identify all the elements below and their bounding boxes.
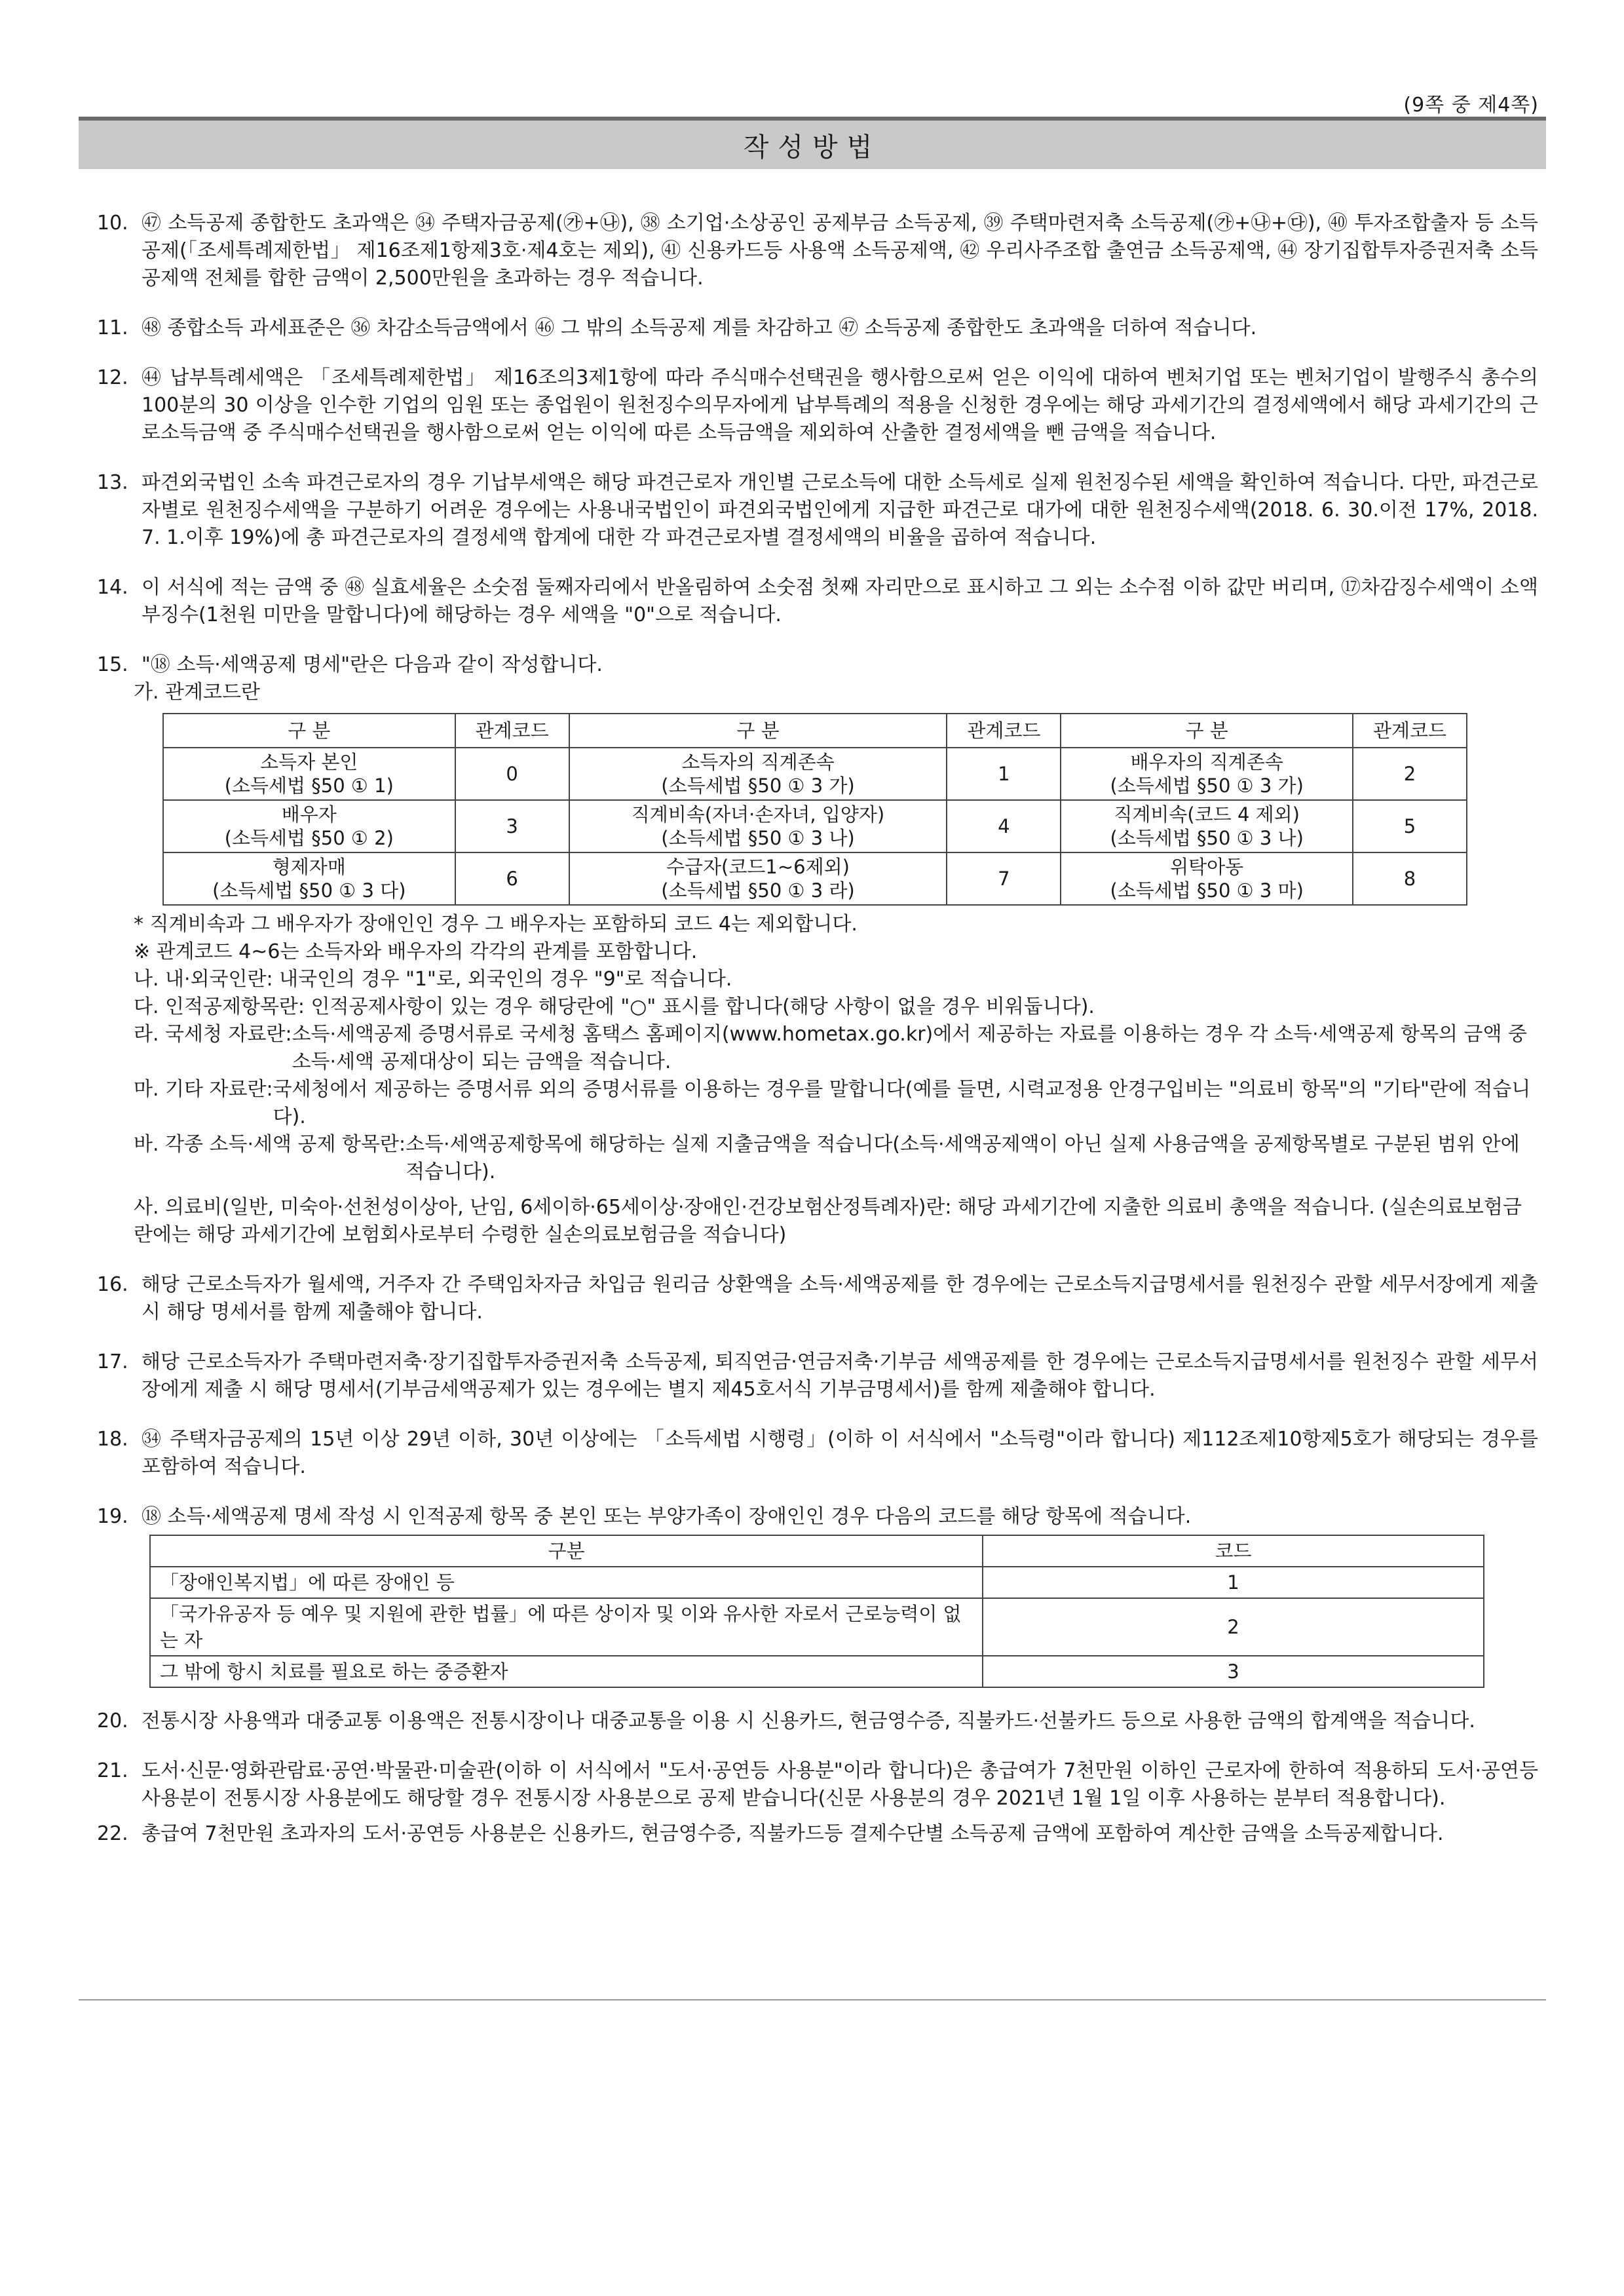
table-cell: 직계비속(자녀·손자녀, 입양자) (소득세법 §50 ① 3 나) — [569, 800, 947, 852]
code-cell: 1 — [947, 748, 1061, 800]
item-text: 해당 근로소득자가 월세액, 거주자 간 주택임차자금 차입금 원리금 상환액을 소득·세액공제를 한 경우에는 근로소득지급명세서를 원천징수 관할 세무서장에게 제출 시 해당 명세서를 함께 제출해야 합니다. — [142, 1273, 1538, 1324]
code-cell: 2 — [983, 1598, 1484, 1656]
instruction-22 — [97, 1820, 1538, 1848]
item-number: 10. — [97, 212, 128, 235]
header-cell: 구 분 — [163, 714, 455, 748]
table-cell: 수급자(코드1~6제외) (소득세법 §50 ① 3 라) — [569, 852, 947, 905]
page-title: 작성방법 — [79, 117, 1546, 169]
table-cell: 「장애인복지법」에 따른 장애인 등 — [150, 1567, 983, 1598]
header-cell: 관계코드 — [947, 714, 1061, 748]
item-number: 19. — [97, 1505, 128, 1528]
table-row — [150, 1567, 1484, 1598]
code-cell: 0 — [455, 748, 569, 800]
table-cell: 「국가유공자 등 예우 및 지원에 관한 법률」에 따른 상이자 및 이와 유사한 자로서 근로능력이 없는 자 — [150, 1598, 983, 1656]
table-row — [163, 800, 1467, 852]
item-text: 이 서식에 적는 금액 중 ㊽ 실효세율은 소숫점 둘째자리에서 반올림하여 소숫점 첫째 자리만으로 표시하고 그 외는 소수점 이하 값만 버리며, ⑰차감징수세액이 소액 부징수(1천원 미만을 말합니다)에 해당하는 경우 세액을 "0"으로 적습니다. — [142, 576, 1538, 626]
instruction-10 — [97, 210, 1538, 292]
item-number: 11. — [97, 316, 128, 339]
code-cell: 5 — [1353, 800, 1467, 852]
table-cell: 형제자매 (소득세법 §50 ① 3 다) — [163, 852, 455, 905]
item-text: ⑱ 소득·세액공제 명세 작성 시 인적공제 항목 중 본인 또는 부양가족이 장애인인 경우 다음의 코드를 해당 항목에 적습니다. — [142, 1505, 1192, 1528]
subsection-label: 바. 각종 소득·세액 공제 항목란: — [134, 1133, 406, 1156]
header-cell: 관계코드 — [1353, 714, 1467, 748]
instruction-11 — [97, 315, 1538, 342]
item-number: 20. — [97, 1710, 128, 1732]
table-row — [163, 748, 1467, 800]
item-text: 총급여 7천만원 초과자의 도서·공연등 사용분은 신용카드, 현금영수증, 직불카드등 결제수단별 소득공제 금액에 포함하여 계산한 금액을 소득공제합니다. — [142, 1822, 1444, 1845]
subsection-ra — [134, 1021, 1538, 1076]
instruction-18 — [97, 1426, 1538, 1481]
code-cell: 3 — [983, 1656, 1484, 1687]
instruction-15 — [97, 651, 1538, 679]
item-number: 14. — [97, 576, 128, 599]
table-cell: 배우자의 직계존속 (소득세법 §50 ① 3 가) — [1061, 748, 1353, 800]
header-cell: 코드 — [983, 1535, 1484, 1567]
item-text: ㊼ 소득공제 종합한도 초과액은 ㉞ 주택자금공제(㉮+㉯), ㊳ 소기업·소상공인 공제부금 소득공제, ㊴ 주택마련저축 소득공제(㉮+㉯+㉰), ㊵ 투자조합출자 등 소득공제(「조세특례제한법」 제16조제1항제3호·제4호는 제외), ㊶ 신용카드등 사용액 소득공제액, ㊷ 우리사주조합 출연금 소득공제액, ㊹ 장기집합투자증권저축 소득공제액 전체를 합한 금액이 2,500만원을 초과하는 경우 적습니다. — [142, 212, 1538, 290]
item-text: 파견외국법인 소속 파견근로자의 경우 기납부세액은 해당 파견근로자 개인별 근로소득에 대한 소득세로 실제 원천징수된 세액을 확인하여 적습니다. 다만, 파견근로자별로 원천징수세액을 구분하기 어려운 경우에는 사용내국법인이 파견외국법인에게 지급한 파견근로 대가에 대한 원천징수세액(2018. 6. 30.이전 17%, 2018. 7. 1.이후 19%)에 총 파견근로자의 결정세액 합계에 대한 각 파견근로자별 결정세액의 비율을 곱하여 적습니다. — [142, 471, 1538, 549]
subsection-text: 국세청에서 제공하는 증명서류 외의 증명서류를 이용하는 경우를 말합니다(예를 들면, 시력교정용 안경구입비는 "의료비 항목"의 "기타"란에 적습니다). — [273, 1078, 1531, 1128]
table-cell: 위탁아동 (소득세법 §50 ① 3 마) — [1061, 852, 1353, 905]
item-text: 전통시장 사용액과 대중교통 이용액은 전통시장이나 대중교통을 이용 시 신용카드, 현금영수증, 직불카드·선불카드 등으로 사용한 금액의 합계액을 적습니다. — [142, 1710, 1475, 1732]
instruction-14 — [97, 574, 1538, 629]
footnote-asterisk: * 직계비속과 그 배우자가 장애인인 경우 그 배우자는 포함하되 코드 4는 제외합니다. — [134, 913, 858, 936]
subsection-text: 소득·세액공제 증명서류로 국세청 홈택스 홈페이지(www.hometax.go.kr)에서 제공하는 자료를 이용하는 경우 각 소득·세액공제 항목의 금액 중 소득·세액 공제대상이 되는 금액을 적습니다. — [292, 1023, 1528, 1073]
page-indicator: (9쪽 중 제4쪽) — [1403, 94, 1539, 117]
instruction-12 — [97, 364, 1538, 447]
header-cell: 구분 — [150, 1535, 983, 1567]
subsection-ma — [134, 1076, 1538, 1131]
header-cell: 구 분 — [569, 714, 947, 748]
item-text: "⑱ 소득·세액공제 명세"란은 다음과 같이 작성합니다. — [142, 653, 603, 676]
subsection-da: 다. 인적공제항목란: 인적공제사항이 있는 경우 해당란에 "○" 표시를 합니다(해당 사항이 없을 경우 비워둡니다). — [134, 995, 1095, 1018]
code-cell: 7 — [947, 852, 1061, 905]
table-row — [150, 1598, 1484, 1656]
code-cell: 6 — [455, 852, 569, 905]
item-number: 18. — [97, 1428, 128, 1451]
table-cell: 배우자 (소득세법 §50 ① 2) — [163, 800, 455, 852]
item-number: 15. — [97, 653, 128, 676]
item-text: ㊹ 납부특례세액은 「조세특례제한법」 제16조의3제1항에 따라 주식매수선택권을 행사함으로써 얻은 이익에 대하여 벤처기업 또는 벤처기업이 발행주식 총수의 100분의 30 이상을 인수한 기업의 임원 또는 종업원이 원천징수의무자에게 납부특례의 적용을 신청한 경우에는 해당 과세기간의 결정세액에서 해당 과세기간의 근로소득금액 중 주식매수선택권을 행사함으로써 얻는 이익에 따른 소득금액을 제외하여 산출한 결정세액을 뺀 금액을 적습니다. — [142, 366, 1538, 444]
relation-code-table — [162, 713, 1467, 906]
subsection-sa: 사. 의료비(일반, 미숙아·선천성이상아, 난임, 6세이하·65세이상·장애인·건강보험산정특례자)란: 해당 과세기간에 지출한 의료비 총액을 적습니다. (실손의료보험금란에는 해당 과세기간에 보험회사로부터 수령한 실손의료보험금을 적습니다) — [134, 1196, 1522, 1246]
instruction-13 — [97, 469, 1538, 552]
code-cell: 1 — [983, 1567, 1484, 1598]
item-text: 도서·신문·영화관람료·공연·박물관·미술관(이하 이 서식에서 "도서·공연등 사용분"이라 합니다)은 총급여가 7천만원 이하인 근로자에 한하여 적용하되 도서·공연등 사용분이 전통시장 사용분에도 해당할 경우 전통시장 사용분으로 공제 받습니다(신문 사용분의 경우 2021년 1월 1일 이후 사용하는 분부터 적용합니다). — [142, 1759, 1538, 1810]
instruction-20 — [97, 1708, 1538, 1735]
code-cell: 2 — [1353, 748, 1467, 800]
table-header-row — [150, 1535, 1484, 1567]
item-number: 12. — [97, 366, 128, 389]
item-number: 17. — [97, 1350, 128, 1373]
subsection-label: 라. 국세청 자료란: — [134, 1023, 292, 1046]
subsection-ba — [134, 1131, 1538, 1186]
item-number: 22. — [97, 1822, 128, 1845]
table-cell: 직계비속(코드 4 제외) (소득세법 §50 ① 3 나) — [1061, 800, 1353, 852]
table-header-row — [163, 714, 1467, 748]
instruction-19 — [97, 1503, 1538, 1531]
item-text: ㊽ 종합소득 과세표준은 ㊱ 차감소득금액에서 ㊻ 그 밖의 소득공제 계를 차감하고 ㊼ 소득공제 종합한도 초과액을 더하여 적습니다. — [142, 316, 1257, 339]
item-number: 21. — [97, 1759, 128, 1782]
subsection-label: 마. 기타 자료란: — [134, 1078, 273, 1101]
header-cell: 관계코드 — [455, 714, 569, 748]
header-cell: 구 분 — [1061, 714, 1353, 748]
table-cell: 소득자 본인 (소득세법 §50 ① 1) — [163, 748, 455, 800]
table-cell: 소득자의 직계존속 (소득세법 §50 ① 3 가) — [569, 748, 947, 800]
instruction-21 — [97, 1757, 1538, 1812]
item-text: ㉞ 주택자금공제의 15년 이상 29년 이하, 30년 이상에는 「소득세법 시행령」(이하 이 서식에서 "소득령"이라 합니다) 제112조제10항제5호가 해당되는 경우를 포함하여 적습니다. — [142, 1428, 1538, 1478]
table-row — [150, 1656, 1484, 1687]
code-cell: 3 — [455, 800, 569, 852]
table-row — [163, 852, 1467, 905]
instructions-body — [97, 210, 1538, 1848]
disability-code-table — [149, 1535, 1484, 1688]
item-text: 해당 근로소득자가 주택마련저축·장기집합투자증권저축 소득공제, 퇴직연금·연금저축·기부금 세액공제를 한 경우에는 근로소득지급명세서를 원천징수 관할 세무서장에게 제출 시 해당 명세서(기부금세액공제가 있는 경우에는 별지 제45호서식 기부금명세서)를 함께 제출해야 합니다. — [142, 1350, 1538, 1401]
bottom-divider — [79, 1999, 1546, 2000]
subsection-ga: 가. 관계코드란 — [134, 681, 260, 704]
item-number: 13. — [97, 471, 128, 494]
subsection-na: 나. 내·외국인란: 내국인의 경우 "1"로, 외국인의 경우 "9"로 적습니다. — [134, 968, 732, 991]
code-cell: 8 — [1353, 852, 1467, 905]
footnote-reference: ※ 관계코드 4~6는 소득자와 배우자의 각각의 관계를 포함합니다. — [134, 940, 698, 963]
subsection-text: 소득·세액공제항목에 해당하는 실제 지출금액을 적습니다(소득·세액공제액이 아닌 실제 사용금액을 공제항목별로 구분된 범위 안에 적습니다). — [406, 1133, 1520, 1183]
code-cell: 4 — [947, 800, 1061, 852]
instruction-16 — [97, 1271, 1538, 1326]
table-cell: 그 밖에 항시 치료를 필요로 하는 중증환자 — [150, 1656, 983, 1687]
item-number: 16. — [97, 1273, 128, 1296]
instruction-17 — [97, 1349, 1538, 1404]
